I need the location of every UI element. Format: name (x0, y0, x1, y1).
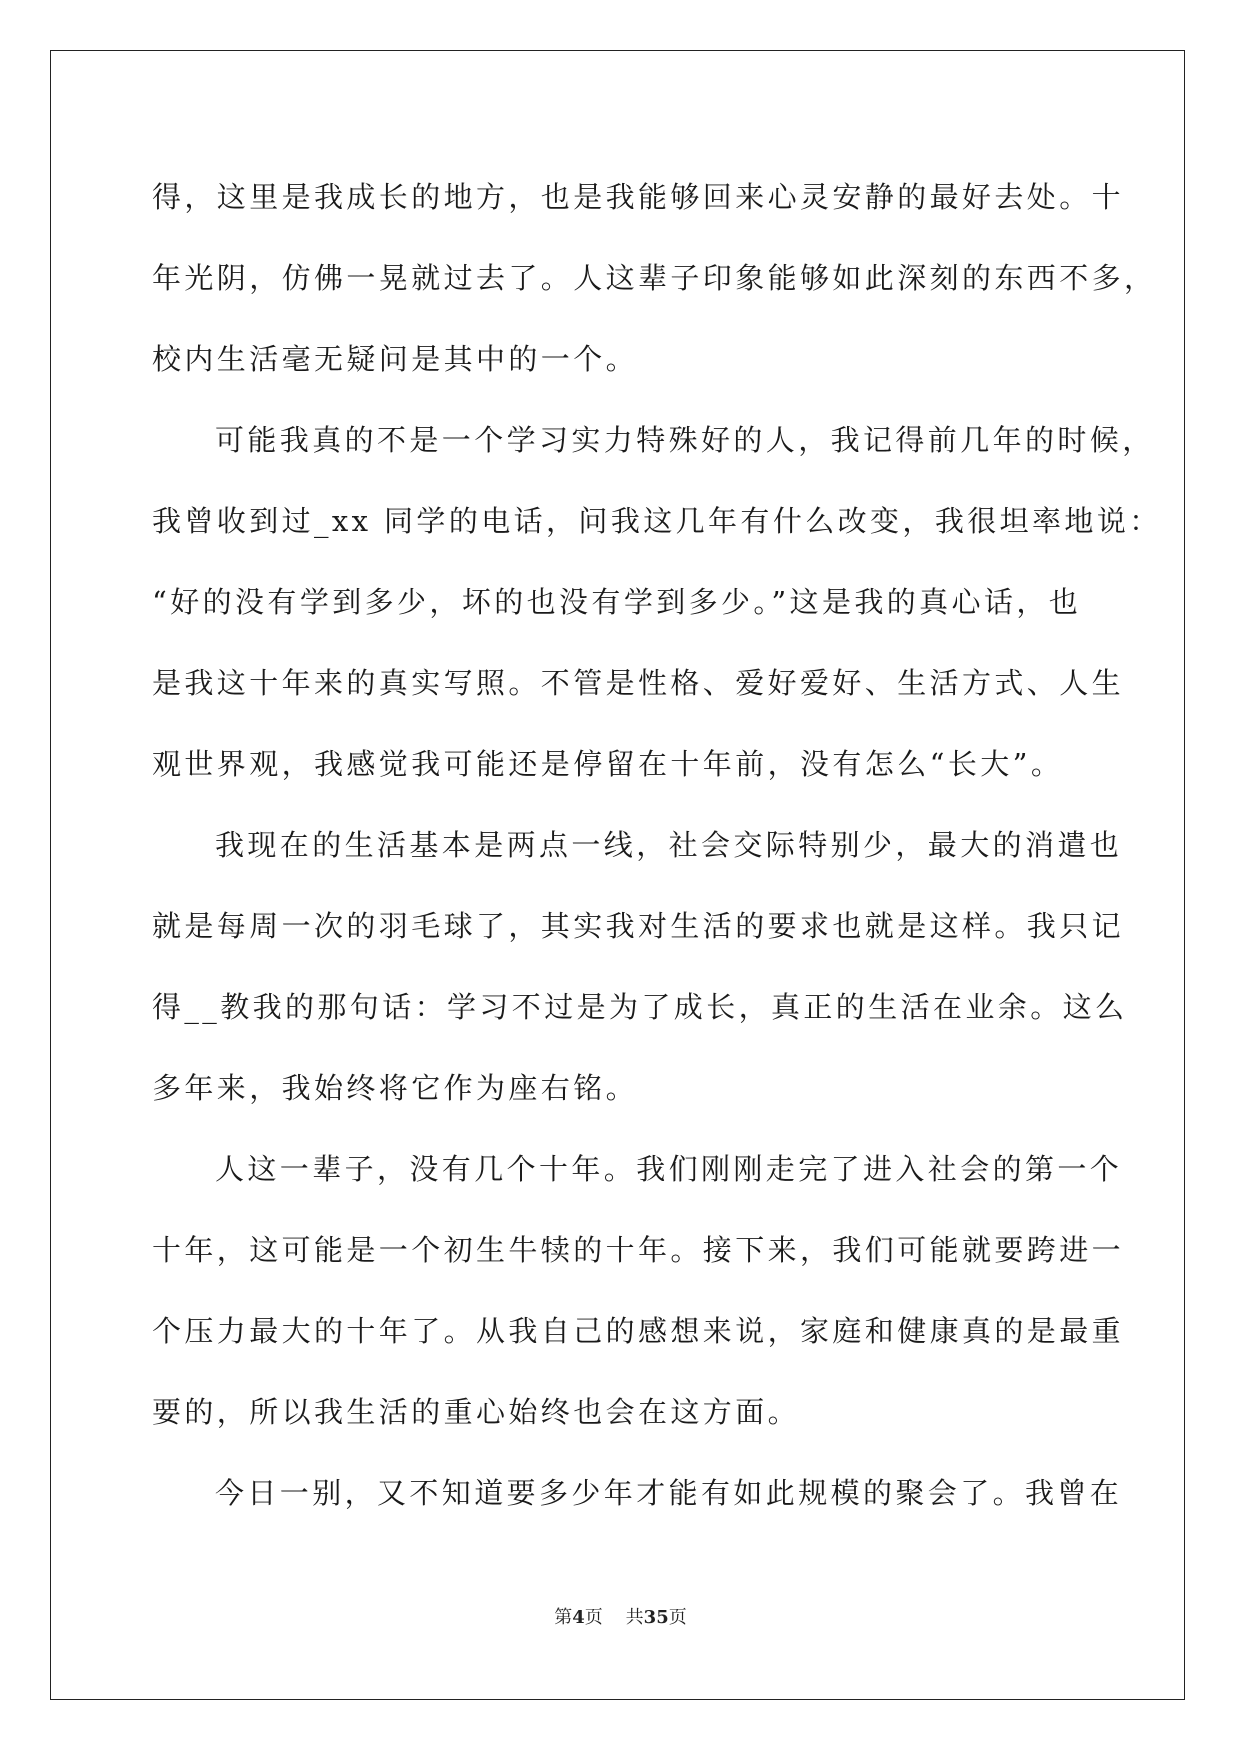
text-line: 是我这十年来的真实写照。不管是性格、爱好爱好、生活方式、人生 (152, 666, 1125, 700)
paragraph-first-line: 人这一辈子，没有几个十年。我们刚刚走完了进入社会的第一个 (215, 1152, 1123, 1186)
footer-total-prefix: 共 (625, 1607, 644, 1628)
total-pages: 35 (643, 1607, 669, 1628)
footer-prefix: 第 (554, 1607, 573, 1628)
paragraph-first-line: 我现在的生活基本是两点一线，社会交际特别少，最大的消遣也 (215, 828, 1123, 862)
text-line: 我曾收到过_xx 同学的电话，问我这几年有什么改变，我很坦率地说： (152, 504, 1162, 538)
text-line: 观世界观，我感觉我可能还是停留在十年前，没有怎么“长大”。 (152, 747, 1064, 781)
text-line: 得__教我的那句话：学习不过是为了成长，真正的生活在业余。这么 (152, 990, 1128, 1024)
text-line: 个压力最大的十年了。从我自己的感想来说，家庭和健康真的是最重 (152, 1314, 1125, 1348)
text-line: 要的，所以我生活的重心始终也会在这方面。 (152, 1395, 801, 1429)
paragraph-first-line: 可能我真的不是一个学习实力特殊好的人，我记得前几年的时候， (215, 423, 1155, 457)
text-line: 就是每周一次的羽毛球了，其实我对生活的要求也就是这样。我只记 (152, 909, 1125, 943)
footer-total-suffix: 页 (668, 1607, 687, 1628)
page-number: 4 (572, 1607, 585, 1628)
text-line: “好的没有学到多少，坏的也没有学到多少。”这是我的真心话，也 (152, 585, 1082, 619)
text-line: 校内生活毫无疑问是其中的一个。 (152, 342, 639, 376)
footer-page-suffix: 页 (584, 1607, 603, 1628)
text-line: 年光阴，仿佛一晃就过去了。人这辈子印象能够如此深刻的东西不多， (152, 261, 1157, 295)
paragraph-first-line: 今日一别，又不知道要多少年才能有如此规模的聚会了。我曾在 (215, 1476, 1123, 1510)
text-line: 得，这里是我成长的地方，也是我能够回来心灵安静的最好去处。十 (152, 180, 1125, 214)
text-line: 十年，这可能是一个初生牛犊的十年。接下来，我们可能就要跨进一 (152, 1233, 1125, 1267)
page-footer (0, 1603, 1241, 1629)
document-body (152, 157, 1162, 1534)
text-line: 多年来，我始终将它作为座右铭。 (152, 1071, 639, 1105)
